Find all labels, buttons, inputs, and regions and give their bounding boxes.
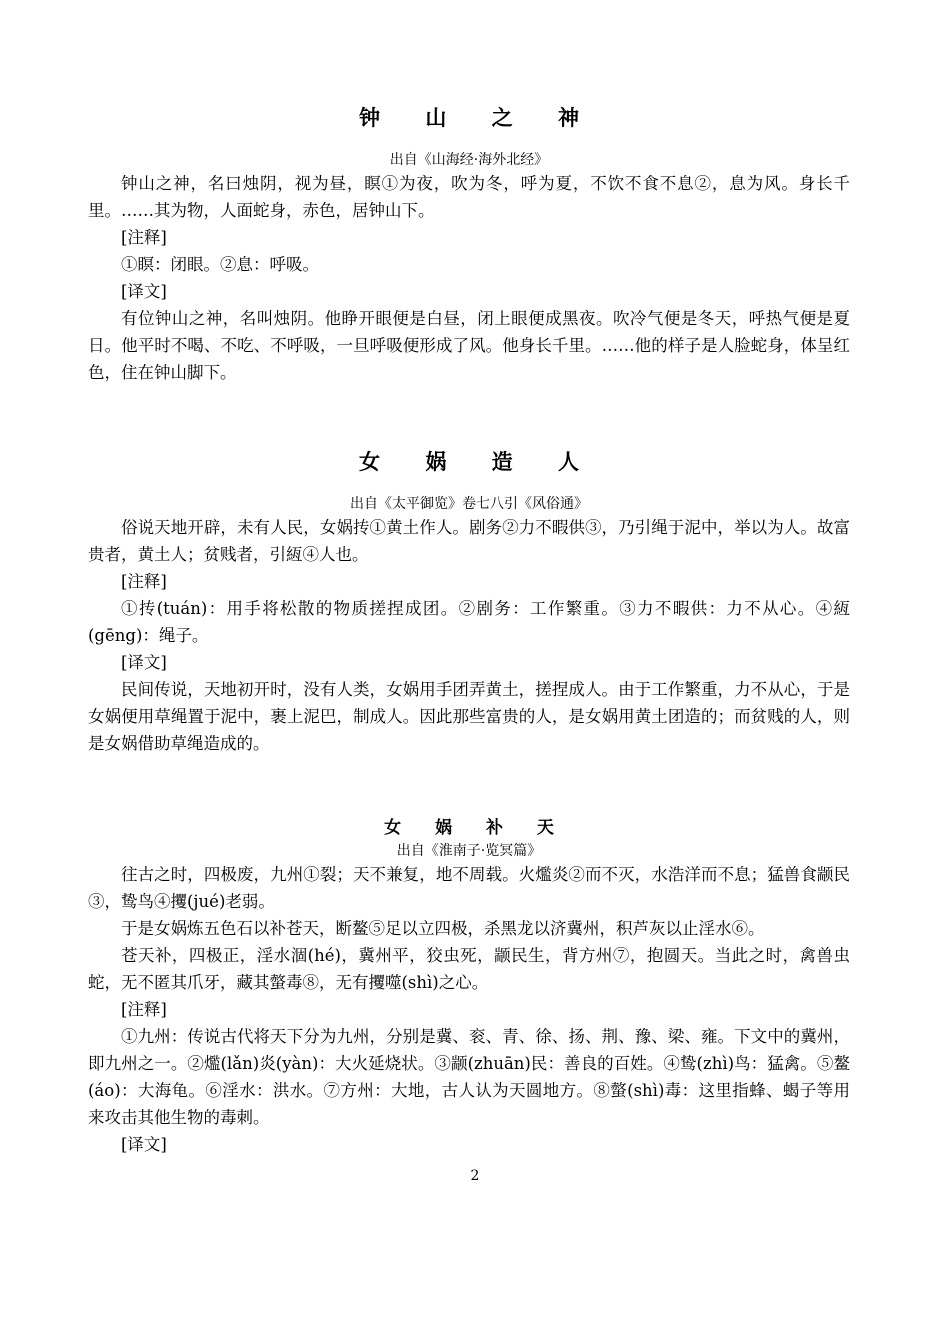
translation-text: 民间传说，天地初开时，没有人类，女娲用手团弄黄土，搓捏成人。由于工作繁重，力不从心，于是女娲便用草绳置于泥中，裹上泥巴，制成人。因此那些富贵的人，是女娲用黄土团造的；而贫贱的人，则是女娲借助草绳造成的。 — [88, 680, 850, 753]
section-zhongshan — [88, 100, 850, 386]
section-text-2: 于是女娲炼五色石以补苍天，断鳌⑤足以立四极，杀黑龙以济冀州，积芦灰以止淫水⑥。 — [121, 919, 765, 938]
notes-text: ①瞑：闭眼。②息：呼吸。 — [121, 255, 319, 274]
notes-text: ①九州：传说古代将天下分为九州，分别是冀、衮、青、徐、扬、荆、豫、梁、雍。下文中的冀州，即九州之一。②爁(lǎn)炎(yàn)：大火延烧状。③颛(zhuān)民：善良的百姓。④鸷(zhì)鸟：猛禽。⑤鳌(áo)：大海龟。⑥淫水：洪水。⑦方州：大地，古人认为天圆地方。⑧螫(shì)毒：这里指蜂、蝎子等用来攻击其他生物的毒刺。 — [88, 1027, 850, 1127]
translation-text: 有位钟山之神，名叫烛阴。他睁开眼便是白昼，闭上眼便成黑夜。吹冷气便是冬天，呼热气便是夏日。他平时不喝、不吃、不呼吸，一旦呼吸便形成了风。他身长千里。……他的样子是人脸蛇身，体呈红色，住在钟山脚下。 — [88, 309, 850, 382]
section-text-1: 往古之时，四极废，九州①裂；天不兼复，地不周载。火爁炎②而不灭，水浩洋而不息；猛兽食颛民③，鸷鸟④攫(jué)老弱。 — [88, 865, 850, 911]
section-text-3: 苍天补，四极正，淫水涸(hé)，冀州平，狡虫死，颛民生，背方州⑦，抱圆天。当此之时，禽兽虫蛇，无不匿其爪牙，藏其螫毒⑧，无有攫噬(shì)之心。 — [88, 946, 850, 992]
notes-text: ①抟(tuán)：用手将松散的物质搓捏成团。②剧务：工作繁重。③力不暇供：力不从心。④絚(gēng)：绳子。 — [88, 599, 850, 645]
section-source: 出自《山海经·海外北经》 — [389, 152, 549, 168]
section-nvwa-butian — [88, 815, 850, 1158]
page-number: 2 — [470, 1168, 480, 1184]
section-text: 钟山之神，名曰烛阴，视为昼，瞑①为夜，吹为冬，呼为夏，不饮不食不息②，息为风。身长千里。……其为物，人面蛇身，赤色，居钟山下。 — [88, 174, 850, 220]
translation-label: [译文] — [121, 282, 167, 301]
section-text: 俗说天地开辟，未有人民，女娲抟①黄土作人。剧务②力不暇供③，乃引绳于泥中，举以为人。故富贵者，黄土人；贫贱者，引絚④人也。 — [88, 518, 850, 564]
section-title: 女 娲 补 天 — [384, 818, 568, 838]
section-source: 出自《太平御览》卷七八引《风俗通》 — [350, 496, 588, 512]
translation-label: [译文] — [121, 653, 167, 672]
section-source: 出自《淮南子·览冥篇》 — [396, 843, 542, 859]
section-nvwa-zaoren — [88, 444, 850, 757]
document-page — [88, 100, 850, 1158]
translation-label: [译文] — [121, 1135, 167, 1154]
note-label: [注释] — [121, 228, 167, 247]
section-title: 女 娲 造 人 — [359, 449, 598, 474]
note-label: [注释] — [121, 1000, 167, 1019]
section-title: 钟 山 之 神 — [359, 105, 598, 130]
note-label: [注释] — [121, 572, 167, 591]
